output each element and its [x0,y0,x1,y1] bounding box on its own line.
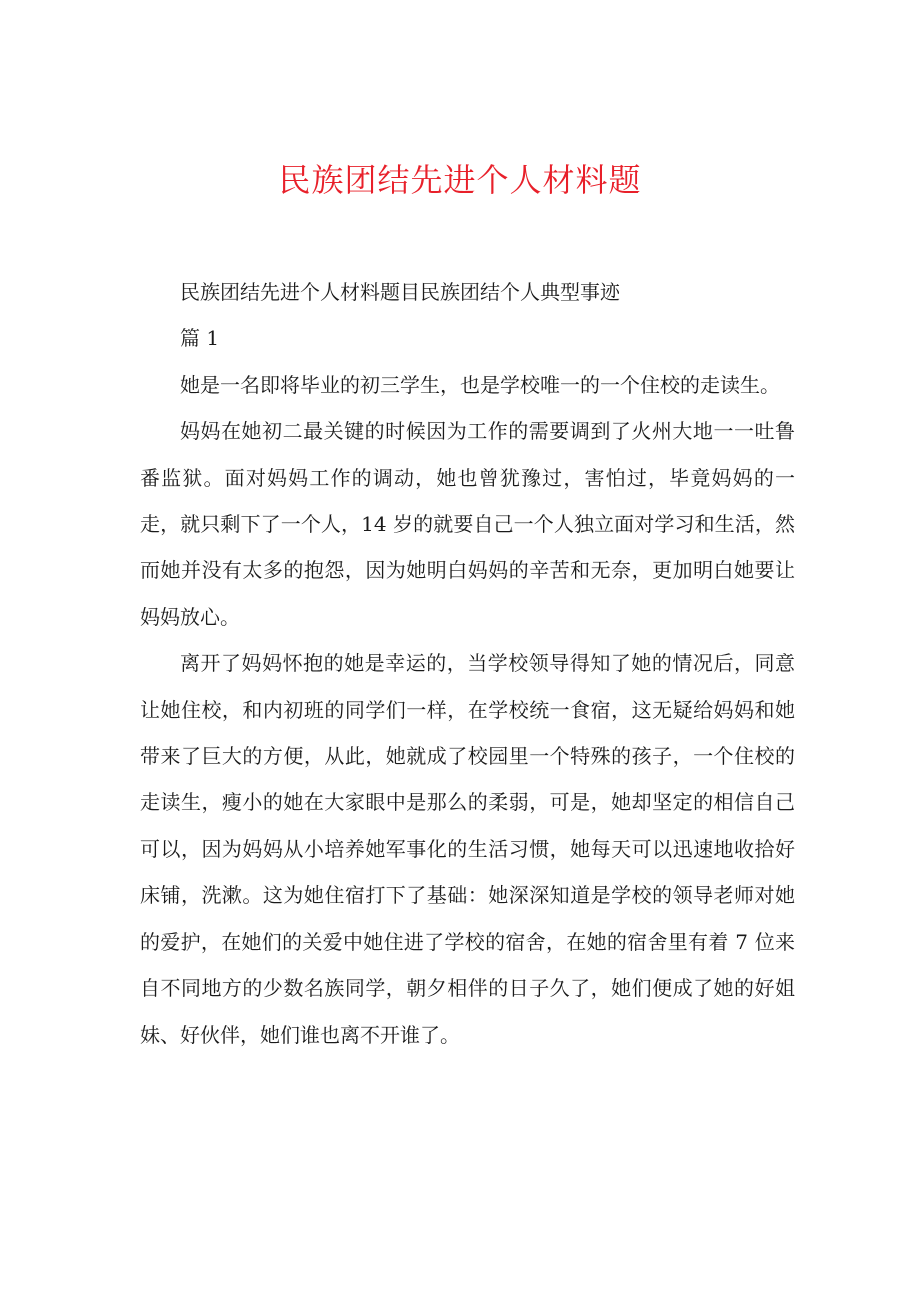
document-title: 民族团结先进个人材料题 [278,161,642,199]
document-body [140,269,795,1058]
paragraph-section-label: 篇 1 [180,326,220,351]
paragraph-subtitle: 民族团结先进个人材料题目民族团结个人典型事迹 [180,280,620,304]
paragraph: 妈妈在她初二最关键的时候因为工作的需要调到了火州大地一一吐鲁番监狱。面对妈妈工作的调动，她也曾犹豫过，害怕过，毕竟妈妈的一走，就只剩下了一个人，14 岁的就要自己一个人独立面对学习和生活，然而她并没有太多的抱怨，因为她明白妈妈的辛苦和无奈，更加明白她要让妈妈放心。 [140,419,795,629]
paragraph: 离开了妈妈怀抱的她是幸运的，当学校领导得知了她的情况后，同意让她住校，和内初班的同学们一样，在学校统一食宿，这无疑给妈妈和她带来了巨大的方便，从此，她就成了校园里一个特殊的孩子，一个住校的走读生，瘦小的她在大家眼中是那么的柔弱，可是，她却坚定的相信自己可以，因为妈妈从小培养她军事化的生活习惯，她每天可以迅速地收拾好床铺，洗漱。这为她住宿打下了基础：她深深知道是学校的领导老师对她的爱护，在她们的关爱中她住进了学校的宿舍，在她的宿舍里有着 7 位来自不同地方的少数名族同学，朝夕相伴的日子久了，她们便成了她的好姐妹、好伙伴，她们谁也离不开谁了。 [140,651,795,1047]
paragraph: 她是一名即将毕业的初三学生，也是学校唯一的一个住校的走读生。 [180,372,780,397]
